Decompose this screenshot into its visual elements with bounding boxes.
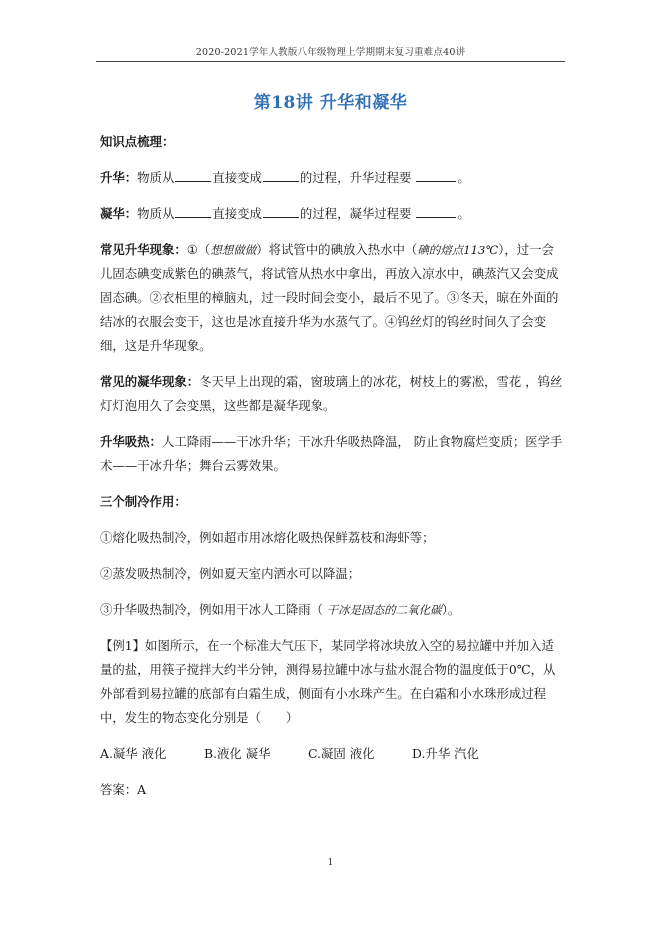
common-sublimation-t3: ）将试管中的碘放入热水中（ <box>256 242 418 257</box>
lesson-title: 第18讲 升华和凝华 <box>253 93 408 113</box>
option-b[interactable]: B.液化 凝华 <box>204 746 271 761</box>
answer-options <box>100 742 566 766</box>
sublimation-text-2: 直接变成 <box>212 170 262 185</box>
document-body <box>100 130 566 814</box>
fill-blank[interactable] <box>416 167 456 182</box>
cooling-item-2: ②蒸发吸热制冷，例如夏天室内洒水可以降温； <box>100 566 361 581</box>
fill-blank[interactable] <box>263 203 299 218</box>
sublimation-text-3: 的过程，升华过程要 <box>299 170 412 185</box>
cooling-3-t1: ③升华吸热制冷，例如用干冰人工降雨（ <box>100 602 324 617</box>
common-sublimation-label: 常见升华现象： <box>100 242 187 257</box>
option-a[interactable]: A.凝华 液化 <box>100 746 167 761</box>
sublimation-absorb-text: 人工降雨——干冰升华；干冰升华吸热降温， 防止食物腐烂变质；医学手术——干冰升华；舞台云雾效果。 <box>100 434 563 473</box>
deposition-label: 凝华： <box>100 206 138 221</box>
section-heading-review: 知识点梳理： <box>100 134 175 149</box>
example-question: 【例1】如图所示，在一个标准大气压下，某同学将冰块放入空的易拉罐中并加入适量的盐，用筷子搅拌大约半分钟，测得易拉罐中冰与盐水混合物的温度低于0℃，从外部看到易拉罐的底部有白霜生成，侧面有小水珠产生。在白霜和小水珠形成过程中，发生的物态变化分别是（ ） <box>100 638 556 725</box>
option-d[interactable]: D.升华 汽化 <box>412 746 479 761</box>
common-sublimation-t1: ①（ <box>186 242 211 257</box>
fill-blank[interactable] <box>175 203 211 218</box>
deposition-text-3: 的过程，凝华过程要 <box>299 206 412 221</box>
cooling-3-t2: 干冰是固态的二氧化碳 <box>323 603 442 617</box>
sublimation-text-1: 物质从 <box>137 170 175 185</box>
common-deposition-text: 冬天早上出现的霜，窗玻璃上的冰花，树枝上的雾凇，雪花 ，钨丝灯灯泡用久了会变黑，这些都是凝华现象。 <box>100 374 563 413</box>
header-divider <box>96 61 565 62</box>
answer-text: 答案：A <box>100 782 147 797</box>
section-heading-cooling: 三个制冷作用： <box>100 494 187 509</box>
sublimation-absorb-label: 升华吸热： <box>100 434 162 449</box>
deposition-text-end: 。 <box>457 206 470 221</box>
sublimation-definition <box>100 166 566 190</box>
deposition-definition <box>100 202 566 226</box>
common-sublimation-t4: 碘的熔点113℃ <box>417 243 499 257</box>
sublimation-absorb-paragraph <box>100 430 566 478</box>
deposition-text-1: 物质从 <box>137 206 175 221</box>
common-sublimation-t5: ），过一会儿固态碘变成紫色的碘蒸气，将试管从热水中拿出，再放入凉水中，碘蒸汽又会变成固态碘。②衣柜里的樟脑丸，过一段时间会变小，最后不见了。③冬天，晾在外面的结冰的衣服会变干，这也是冰直接升华为水蒸气了。④钨丝灯的钨丝时间久了会变细，这是升华现象。 <box>100 242 559 353</box>
common-sublimation-paragraph <box>100 238 566 358</box>
page-header: 2020-2021学年人教版八年级物理上学期期末复习重难点40讲 <box>195 47 466 58</box>
option-c[interactable]: C.凝固 液化 <box>308 746 375 761</box>
page-number: 1 <box>327 858 334 868</box>
common-deposition-label: 常见的凝华现象： <box>100 374 200 389</box>
common-sublimation-t2: 想想做做 <box>210 243 257 257</box>
fill-blank[interactable] <box>263 167 299 182</box>
deposition-text-2: 直接变成 <box>212 206 262 221</box>
cooling-3-t3: ）。 <box>441 602 461 617</box>
cooling-item-3 <box>100 598 566 622</box>
common-deposition-paragraph <box>100 370 566 418</box>
sublimation-label: 升华： <box>100 170 138 185</box>
fill-blank[interactable] <box>416 203 456 218</box>
cooling-item-1: ①熔化吸热制冷，例如超市用冰熔化吸热保鲜荔枝和海虾等； <box>100 530 435 545</box>
fill-blank[interactable] <box>175 167 211 182</box>
sublimation-text-end: 。 <box>457 170 470 185</box>
